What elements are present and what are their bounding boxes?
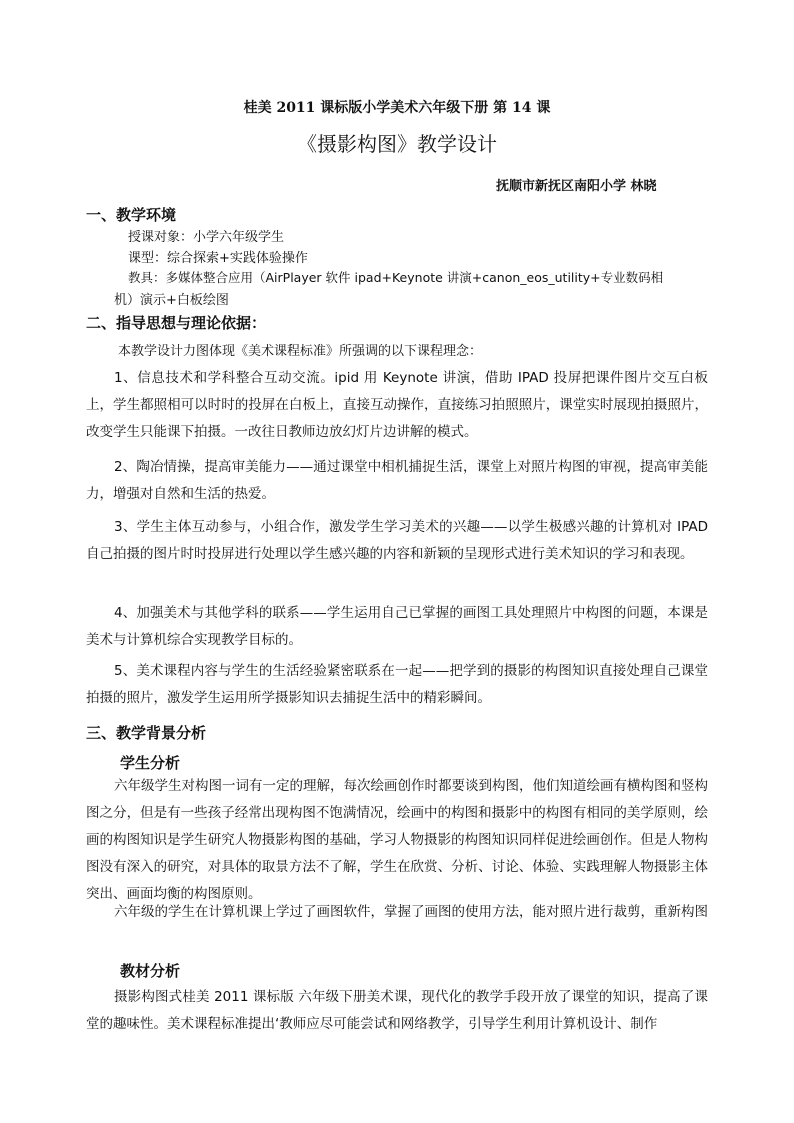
tools-text-line1: 教具：多媒体整合应用（AirPlayer 软件 ipad+Keynote 讲演+canon_eos_utility+专业数码相: [128, 270, 664, 285]
material-analysis-paragraph-1: 摄影构图式桂美 2011 课标版 六年级下册美术课，现代化的教学手段开放了课堂的知识，提高了课堂的趣味性。美术课程标准提出‘教师应尽可能尝试和网络教学，引导学生利用计算机设计、制作: [86, 989, 708, 1032]
audience-text: 授课对象：小学六年级学生: [128, 230, 285, 245]
principle-paragraph-3: 3、学生主体互动参与，小组合作，激发学生学习美术的兴趣——以学生极感兴趣的计算机对 IPAD 自己拍摄的图片时时投屏进行处理以学生感兴趣的内容和新颖的呈现形式进行美术知识的学习和表现。: [86, 519, 708, 562]
student-analysis-paragraph-2: 六年级的学生在计算机课上学过了画图软件，掌握了画图的使用方法，能对照片进行裁剪，重新构图: [114, 904, 708, 920]
principle-paragraph-4: 4、加强美术与其他学科的联系——学生运用自己已掌握的画图工具处理照片中构图的问题，本课是美术与计算机综合实现教学目标的。: [86, 605, 708, 648]
section-heading-environment: 一、教学环境: [86, 206, 177, 224]
section2-intro: 本教学设计力图体现《美术课程标准》所强调的以下课程理念：: [118, 344, 483, 359]
student-analysis-paragraph-1: 六年级学生对构图一词有一定的理解，每次绘画创作时都要谈到构图，他们知道绘画有横构图和竖构图之分，但是有一些孩子经常出现构图不饱满情况，绘画中的构图和摄影中的构图有相同的美学原则，绘画的构图知识是学生研究人物摄影构图的基础，学习人物摄影的构图知识同样促进绘画创作。但是人物构图没有深入的研究，对具体的取景方法不了解，学生在欣赏、分析、讨论、体验、实践理解人物摄影主体突出、画面均衡的构图原则。: [86, 778, 708, 902]
principle-paragraph-1: 1、信息技术和学科整合互动交流。ipid 用 Keynote 讲演，借助 IPAD 投屏把课件图片交互白板上，学生都照相可以时时的投屏在白板上，直接互动操作，直接练习拍照照片，课堂实时展现拍摄照片，改变学生只能课下拍摄。一改往日教师边放幻灯片边讲解的模式。: [86, 370, 708, 440]
section-heading-guiding-ideas: 二、指导思想与理论依据：: [86, 314, 267, 332]
lesson-type-text: 课型：综合探索+实践体验操作: [128, 251, 308, 266]
page-title: 《摄影构图》教学设计: [297, 132, 497, 156]
course-line: 桂美 2011 课标版小学美术六年级下册 第 14 课: [243, 100, 551, 116]
author-line: 抚顺市新抚区南阳小学 林晓: [496, 179, 657, 194]
subheading-student-analysis: 学生分析: [120, 754, 181, 772]
tools-text-line2: 机）演示+白板绘图: [114, 293, 229, 308]
section-heading-background: 三、教学背景分析: [86, 724, 207, 742]
principle-paragraph-2: 2、陶冶情操，提高审美能力——通过课堂中相机捕捉生活，课堂上对照片构图的审视，提高审美能力，增强对自然和生活的热爱。: [86, 459, 708, 502]
subheading-material-analysis: 教材分析: [120, 962, 181, 980]
principle-paragraph-5: 5、美术课程内容与学生的生活经验紧密联系在一起——把学到的摄影的构图知识直接处理自己课堂拍摄的照片，激发学生运用所学摄影知识去捕捉生活中的精彩瞬间。: [86, 663, 708, 706]
